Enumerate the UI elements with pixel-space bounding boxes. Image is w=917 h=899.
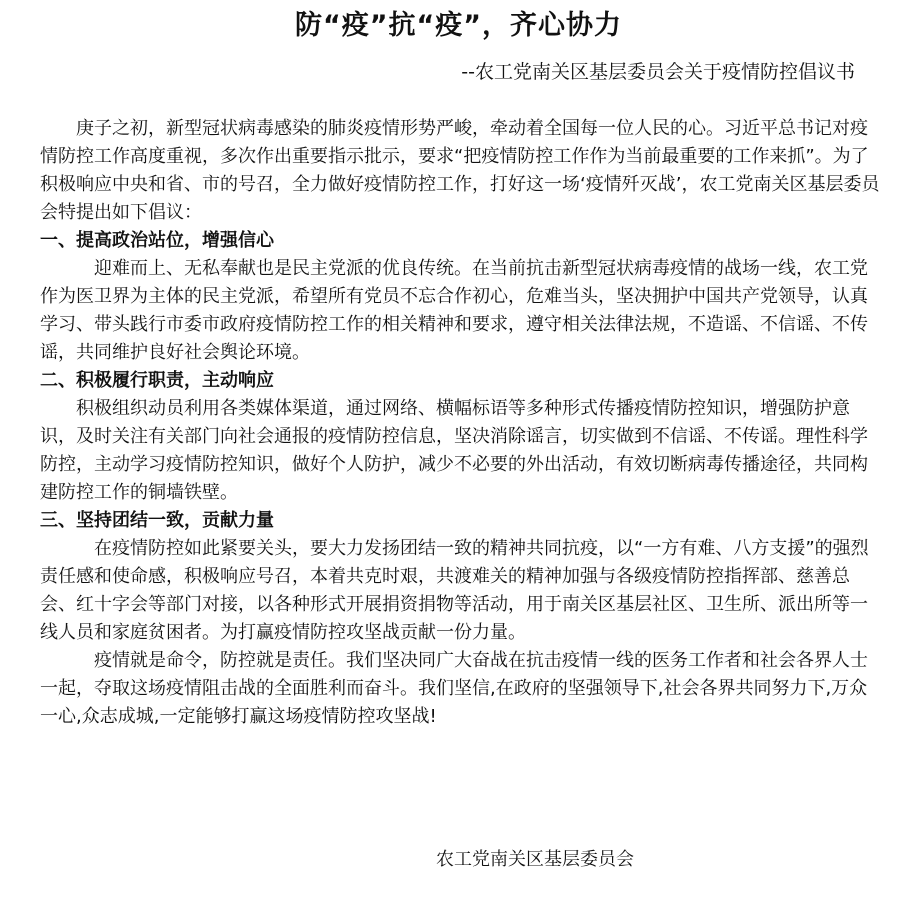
intro-paragraph: 庚子之初，新型冠状病毒感染的肺炎疫情形势严峻，牵动着全国每一位人民的心。习近平总书记对疫情防控工作高度重视，多次作出重要指示批示，要求“把疫情防控工作作为当前最重要的工作来抓”。为了积极响应中央和省、市的号召，全力做好疫情防控工作，打好这一场‘疫情歼灭战’，农工党南关区基层委员会特提出如下倡议： bbox=[40, 118, 880, 223]
document-body bbox=[40, 115, 882, 731]
section-body-2: 积极组织动员利用各类媒体渠道，通过网络、横幅标语等多种形式传播疫情防控知识，增强防护意识，及时关注有关部门向社会通报的疫情防控信息，坚决消除谣言，切实做到不信谣、不传谣。理性科学防控，主动学习疫情防控知识，做好个人防护，减少不必要的外出活动，有效切断病毒传播途径，共同构建防控工作的铜墙铁壁。 bbox=[40, 398, 868, 503]
closing-paragraph: 疫情就是命令，防控就是责任。我们坚决同广大奋战在抗击疫情一线的医务工作者和社会各界人士一起，夺取这场疫情阻击战的全面胜利而奋斗。我们坚信,在政府的坚强领导下,社会各界共同努力下,万众一心,众志成城,一定能够打赢这场疫情防控攻坚战! bbox=[40, 650, 868, 727]
signature: 农工党南关区基层委员会 bbox=[436, 849, 634, 870]
document-title: 防“疫”抗“疫”，齐心协力 bbox=[295, 10, 622, 41]
section-heading-2: 二、积极履行职责，主动响应 bbox=[40, 370, 274, 391]
section-heading-1: 一、提高政治站位，增强信心 bbox=[40, 230, 274, 251]
section-body-1: 迎难而上、无私奉献也是民主党派的优良传统。在当前抗击新型冠状病毒疫情的战场一线，农工党作为医卫界为主体的民主党派，希望所有党员不忘合作初心，危难当头，坚决拥护中国共产党领导，认真学习、带头践行市委市政府疫情防控工作的相关精神和要求，遵守相关法律法规，不造谣、不信谣、不传谣，共同维护良好社会舆论环境。 bbox=[40, 258, 868, 363]
document-subtitle: --农工党南关区基层委员会关于疫情防控倡议书 bbox=[461, 61, 855, 83]
section-body-3: 在疫情防控如此紧要关头，要大力发扬团结一致的精神共同抗疫，以“一方有难、八方支援”的强烈责任感和使命感，积极响应号召，本着共克时艰，共渡难关的精神加强与各级疫情防控指挥部、慈善总会、红十字会等部门对接，以各种形式开展捐资捐物等活动，用于南关区基层社区、卫生所、派出所等一线人员和家庭贫困者。为打赢疫情防控攻坚战贡献一份力量。 bbox=[40, 538, 869, 643]
section-heading-3: 三、坚持团结一致，贡献力量 bbox=[40, 510, 274, 531]
